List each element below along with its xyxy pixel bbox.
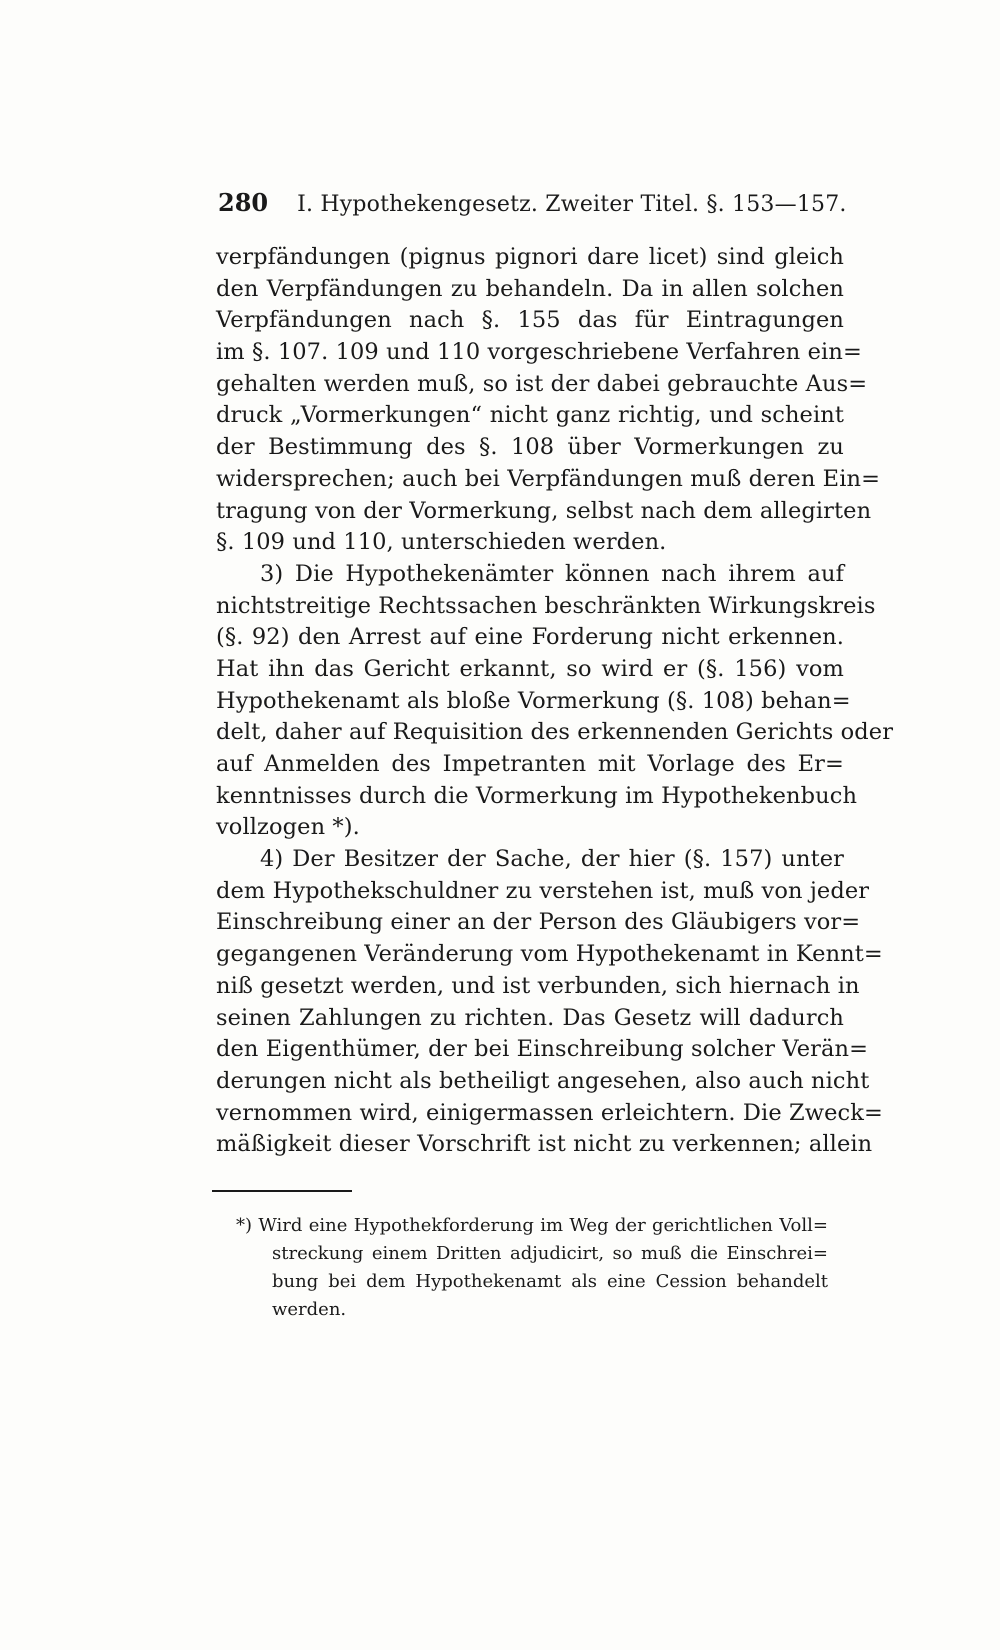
running-header: [218, 186, 847, 220]
footnote-line: *) Wird eine Hypothekforderung im Weg der gerichtlichen Voll=: [236, 1215, 828, 1236]
footnote-divider: [212, 1190, 352, 1192]
body-line: den Verpfändungen zu behandeln. Da in allen solchen: [216, 275, 844, 302]
body-line: mäßigkeit dieser Vorschrift ist nicht zu verkennen; allein: [216, 1131, 873, 1158]
body-line: Hat ihn das Gericht erkannt, so wird er (§. 156) vom: [216, 655, 844, 682]
body-line: Einschreibung einer an der Person des Gläubigers vor=: [216, 909, 861, 936]
body-line: seinen Zahlungen zu richten. Das Gesetz will dadurch: [216, 1004, 844, 1031]
body-line: Hypothekenamt als bloße Vormerkung (§. 108) behan=: [216, 687, 851, 714]
body-line: kenntnisses durch die Vormerkung im Hypothekenbuch: [216, 782, 858, 809]
paragraph-4-start: 4) Der Besitzer der Sache, der hier (§. 157) unter: [260, 846, 844, 873]
running-title: I. Hypothekengesetz. Zweiter Titel. §. 153—157.: [297, 192, 847, 217]
body-line: druck „Vormerkungen“ nicht ganz richtig, und scheint: [216, 402, 844, 429]
footnote-line: bung bei dem Hypothekenamt als eine Cession behandelt: [272, 1271, 828, 1292]
body-line: widersprechen; auch bei Verpfändungen muß deren Ein=: [216, 465, 881, 492]
body-line: §. 109 und 110, unterschieden werden.: [216, 529, 667, 556]
body-text: [216, 242, 894, 1161]
footnote-line: werden.: [272, 1299, 347, 1320]
paragraph-3-start: 3) Die Hypothekenämter können nach ihrem auf: [260, 560, 844, 587]
body-line: verpfändungen (pignus pignori dare licet) sind gleich: [216, 244, 844, 270]
body-line: vernommen wird, einigermassen erleichtern. Die Zweck=: [216, 1099, 883, 1126]
body-line: den Eigenthümer, der bei Einschreibung solcher Verän=: [216, 1036, 869, 1063]
body-line: tragung von der Vormerkung, selbst nach dem allegirten: [216, 497, 872, 524]
page-number: 280: [218, 188, 269, 217]
body-line: gegangenen Veränderung vom Hypothekenamt in Kennt=: [216, 941, 883, 968]
body-line: delt, daher auf Requisition des erkennenden Gerichts oder: [216, 719, 894, 746]
body-line: nichtstreitige Rechtssachen beschränkten Wirkungskreis: [216, 592, 876, 619]
footnote-line: streckung einem Dritten adjudicirt, so muß die Einschrei=: [272, 1243, 828, 1264]
body-line: vollzogen *).: [216, 814, 360, 841]
body-line: Verpfändungen nach §. 155 das für Eintragungen: [216, 307, 844, 334]
body-line: niß gesetzt werden, und ist verbunden, sich hiernach in: [216, 972, 860, 999]
body-line: auf Anmelden des Impetranten mit Vorlage des Er=: [216, 751, 844, 777]
body-line: derungen nicht als betheiligt angesehen, also auch nicht: [216, 1067, 870, 1094]
body-line: im §. 107. 109 und 110 vorgeschriebene Verfahren ein=: [216, 339, 862, 366]
footnote: [236, 1212, 828, 1324]
body-line: (§. 92) den Arrest auf eine Forderung nicht erkennen.: [216, 624, 844, 651]
body-line: der Bestimmung des §. 108 über Vormerkungen zu: [216, 434, 844, 461]
body-line: dem Hypothekschuldner zu verstehen ist, muß von jeder: [216, 877, 870, 904]
body-line: gehalten werden muß, so ist der dabei gebrauchte Aus=: [216, 370, 868, 397]
